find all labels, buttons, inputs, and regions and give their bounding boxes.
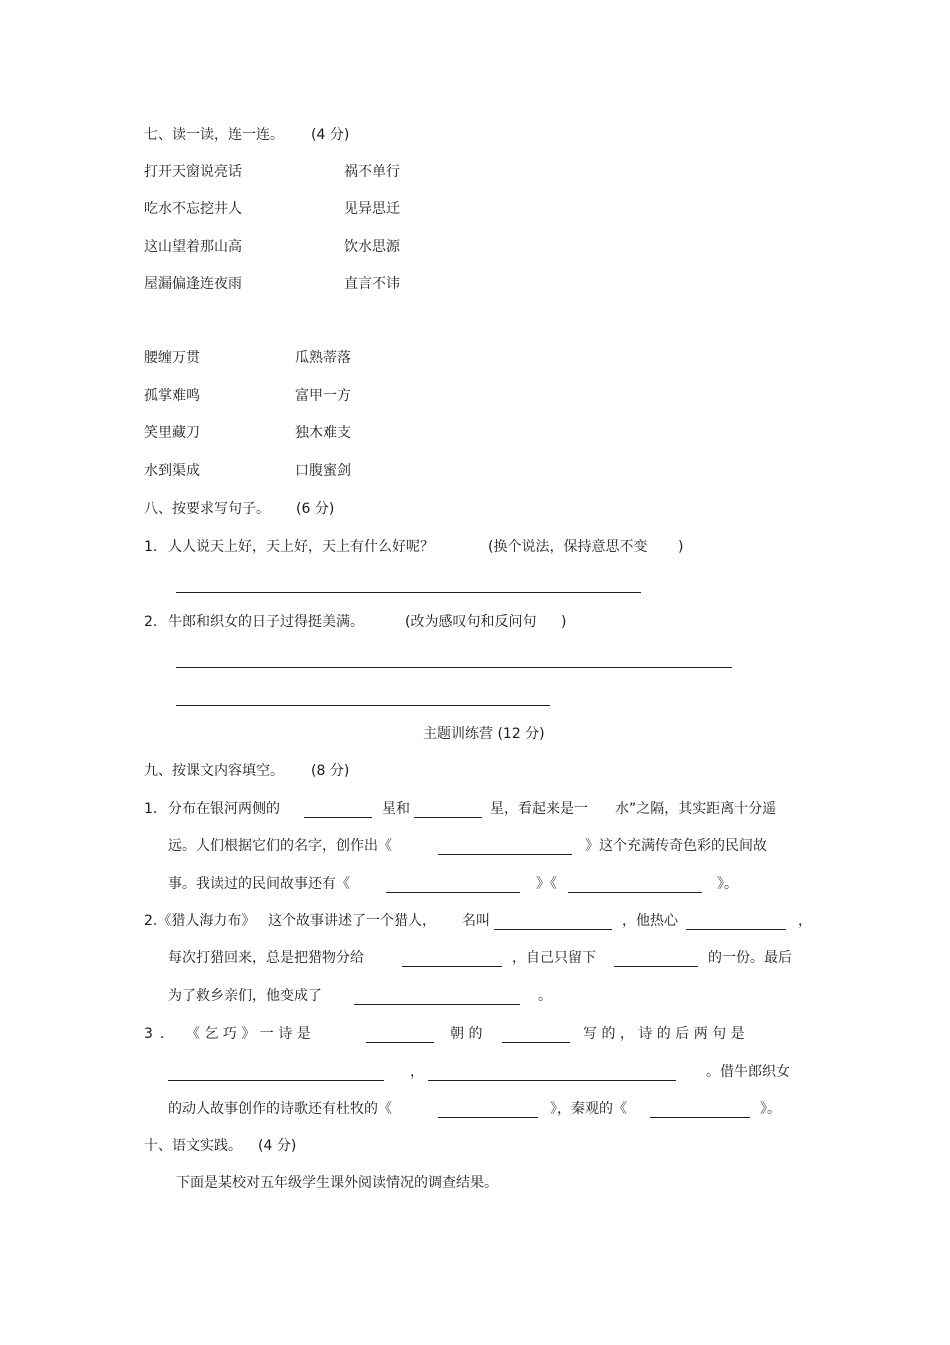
q9-text: 朝 的 bbox=[450, 1026, 483, 1042]
fill-blank[interactable] bbox=[494, 929, 612, 930]
q9-text: 分布在银河两侧的 bbox=[168, 801, 280, 817]
answer-line[interactable] bbox=[176, 705, 550, 706]
q9-text: ，他热心 bbox=[622, 913, 678, 929]
idiom-left: 这山望着那山高 bbox=[144, 239, 242, 255]
q9-text: ， bbox=[798, 913, 812, 929]
fill-blank[interactable] bbox=[614, 966, 698, 967]
q8-item2-text: 牛郎和织女的日子过得挺美满。 bbox=[168, 614, 364, 630]
fill-blank[interactable] bbox=[386, 892, 520, 893]
idiom-left: 笑里藏刀 bbox=[144, 425, 200, 441]
q9-text: 每次打猎回来，总是把猎物分给 bbox=[168, 950, 364, 966]
q9-text: 的动人故事创作的诗歌还有杜牧的《 bbox=[168, 1101, 392, 1117]
idiom-left: 屋漏偏逢连夜雨 bbox=[144, 276, 242, 292]
q9-item1-num: 1． bbox=[144, 801, 167, 817]
fill-blank[interactable] bbox=[354, 1004, 520, 1005]
q8-item1-num: 1． bbox=[144, 539, 167, 555]
q9-text: 星，看起来是一 bbox=[490, 801, 588, 817]
q9-text: 的一份。最后 bbox=[708, 950, 792, 966]
q8-item2-instruction: (改为感叹句和反问句 bbox=[405, 614, 537, 630]
idiom-right: 直言不讳 bbox=[344, 276, 400, 292]
idiom-left: 水到渠成 bbox=[144, 463, 200, 479]
idiom-right: 口腹蜜剑 bbox=[295, 463, 351, 479]
q9-text: 2.《猎人海力布》 bbox=[144, 913, 256, 929]
answer-line[interactable] bbox=[176, 592, 641, 593]
fill-blank[interactable] bbox=[650, 1117, 750, 1118]
q10-intro: 下面是某校对五年级学生课外阅读情况的调查结果。 bbox=[176, 1175, 498, 1191]
q9-title: 九、按课文内容填空。 bbox=[144, 763, 284, 779]
idiom-right: 祸不单行 bbox=[344, 164, 400, 180]
q9-text: 写 的 ， 诗 的 后 两 句 是 bbox=[583, 1026, 745, 1042]
q7-title: 七、读一读，连一连。 bbox=[144, 127, 284, 143]
q8-item1-close: ) bbox=[678, 539, 684, 555]
q9-text: 事。我读过的民间故事还有《 bbox=[168, 876, 350, 892]
q9-text: 这个故事讲述了一个猎人， bbox=[268, 913, 436, 929]
fill-blank[interactable] bbox=[428, 1080, 676, 1081]
q9-text: ， bbox=[410, 1064, 424, 1080]
q9-text: 名叫 bbox=[462, 913, 490, 929]
idiom-left: 吃水不忘挖井人 bbox=[144, 201, 242, 217]
fill-blank[interactable] bbox=[686, 929, 786, 930]
answer-line[interactable] bbox=[176, 667, 732, 668]
q9-text: ，自己只留下 bbox=[512, 950, 596, 966]
q9-text: 星和 bbox=[382, 801, 410, 817]
fill-blank[interactable] bbox=[366, 1042, 434, 1043]
fill-blank[interactable] bbox=[502, 1042, 570, 1043]
q9-item3-num: 3 bbox=[144, 1026, 153, 1042]
idiom-left: 打开天窗说亮话 bbox=[144, 164, 242, 180]
q8-item2-close: ) bbox=[561, 614, 567, 630]
q9-text: 《 乞 巧 》 一 诗 是 bbox=[186, 1026, 311, 1042]
section-heading: 主题训练营 (12 分) bbox=[423, 726, 545, 742]
fill-blank[interactable] bbox=[168, 1080, 384, 1081]
q10-score: (4 分) bbox=[258, 1138, 297, 1154]
q8-item1-text: 人人说天上好，天上好，天上有什么好呢？ bbox=[168, 539, 434, 555]
q9-text: 》，秦观的《 bbox=[550, 1101, 627, 1117]
fill-blank[interactable] bbox=[568, 892, 702, 893]
q9-text: 》。 bbox=[760, 1101, 781, 1117]
q8-score: (6 分) bbox=[296, 501, 335, 517]
idiom-right: 独木难支 bbox=[295, 425, 351, 441]
q9-text: 》这个充满传奇色彩的民间故 bbox=[585, 838, 767, 854]
fill-blank[interactable] bbox=[414, 817, 482, 818]
q9-text: 》《 bbox=[536, 876, 557, 892]
q8-item2-num: 2． bbox=[144, 614, 167, 630]
idiom-left: 腰缠万贯 bbox=[144, 350, 200, 366]
fill-blank[interactable] bbox=[438, 1117, 538, 1118]
q8-item1-instruction: (换个说法，保持意思不变 bbox=[488, 539, 648, 555]
q9-text: 。 bbox=[538, 988, 552, 1004]
fill-blank[interactable] bbox=[304, 817, 372, 818]
idiom-right: 饮水思源 bbox=[344, 239, 400, 255]
idiom-right: 见异思迁 bbox=[344, 201, 400, 217]
q10-title: 十、语文实践。 bbox=[144, 1138, 242, 1154]
fill-blank[interactable] bbox=[402, 966, 502, 967]
q7-score: (4 分) bbox=[311, 127, 350, 143]
fill-blank[interactable] bbox=[438, 854, 572, 855]
q9-item3-dot: ． bbox=[160, 1026, 174, 1042]
idiom-right: 瓜熟蒂落 bbox=[295, 350, 351, 366]
q9-text: 水”之隔，其实距离十分遥 bbox=[615, 801, 777, 817]
q9-text: 。借牛郎织女 bbox=[706, 1064, 790, 1080]
idiom-right: 富甲一方 bbox=[295, 388, 351, 404]
q9-text: 为了救乡亲们，他变成了 bbox=[168, 988, 322, 1004]
q9-text: 远。人们根据它们的名字，创作出《 bbox=[168, 838, 392, 854]
q9-score: (8 分) bbox=[311, 763, 350, 779]
q8-title: 八、按要求写句子。 bbox=[144, 501, 270, 517]
q9-text: 》。 bbox=[717, 876, 738, 892]
idiom-left: 孤掌难鸣 bbox=[144, 388, 200, 404]
